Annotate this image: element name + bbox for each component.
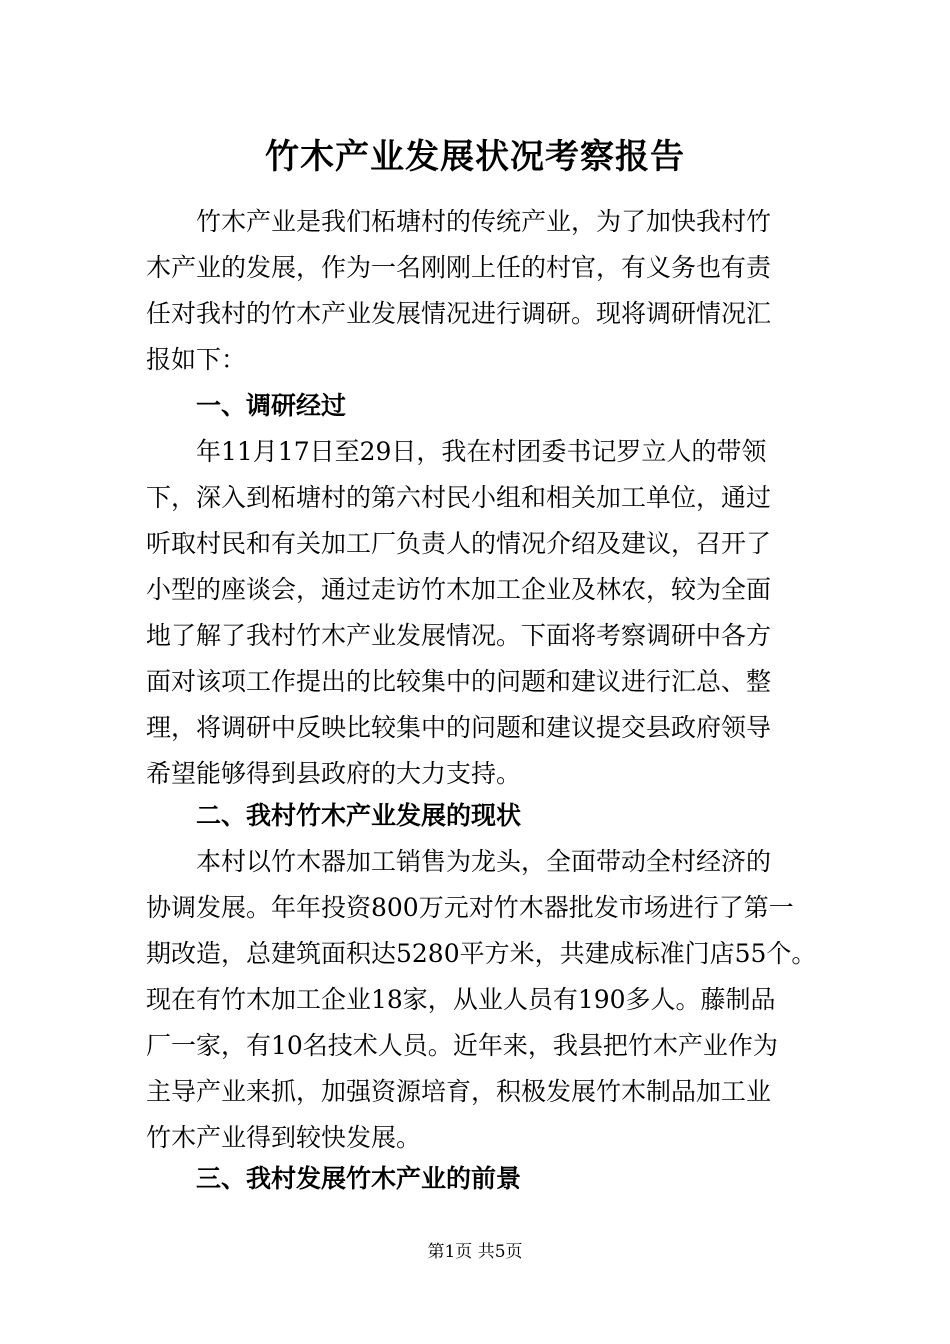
paragraph-line: 主导产业来抓，加强资源培育，积极发展竹木制品加工业 bbox=[146, 1077, 772, 1106]
page-number: 第1页 共5页 bbox=[427, 1242, 523, 1262]
paragraph-line: 本村以竹木器加工销售为龙头，全面带动全村经济的 bbox=[196, 847, 772, 876]
paragraph-line: 面对该项工作提出的比较集中的问题和建议进行汇总、整 bbox=[146, 667, 772, 696]
paragraph-line: 希望能够得到县政府的大力支持。 bbox=[146, 759, 522, 788]
paragraph-line: 报如下： bbox=[146, 345, 247, 374]
paragraph-line: 年11月17日至29日，我在村团委书记罗立人的带领 bbox=[196, 437, 767, 466]
paragraph-line: 现在有竹木加工企业18家，从业人员有190多人。藤制品 bbox=[146, 985, 776, 1014]
paragraph-line: 厂一家，有10名技术人员。近年来，我县把竹木产业作为 bbox=[146, 1031, 778, 1060]
section-heading: 二、我村竹木产业发展的现状 bbox=[196, 801, 522, 830]
paragraph-line: 协调发展。年年投资800万元对竹木器批发市场进行了第一 bbox=[146, 893, 794, 922]
paragraph-line: 小型的座谈会，通过走访竹木加工企业及林农，较为全面 bbox=[146, 575, 772, 604]
paragraph-line: 下，深入到柘塘村的第六村民小组和相关加工单位，通过 bbox=[146, 483, 772, 512]
paragraph-line: 木产业的发展，作为一名刚刚上任的村官，有义务也有责 bbox=[146, 253, 772, 282]
paragraph-line: 任对我村的竹木产业发展情况进行调研。现将调研情况汇 bbox=[146, 299, 772, 328]
document-title: 竹木产业发展状况考察报告 bbox=[265, 137, 685, 177]
paragraph-line: 竹木产业得到较快发展。 bbox=[146, 1123, 422, 1152]
paragraph-line: 理，将调研中反映比较集中的问题和建议提交县政府领导 bbox=[146, 713, 772, 742]
paragraph-line: 地了解了我村竹木产业发展情况。下面将考察调研中各方 bbox=[146, 621, 772, 650]
paragraph-line: 听取村民和有关加工厂负责人的情况介绍及建议，召开了 bbox=[146, 529, 772, 558]
section-heading: 三、我村发展竹木产业的前景 bbox=[196, 1164, 522, 1193]
section-heading: 一、调研经过 bbox=[196, 391, 347, 420]
paragraph-line: 竹木产业是我们柘塘村的传统产业，为了加快我村竹 bbox=[196, 207, 772, 236]
paragraph-line: 期改造，总建筑面积达5280平方米，共建成标准门店55个。 bbox=[146, 939, 817, 968]
